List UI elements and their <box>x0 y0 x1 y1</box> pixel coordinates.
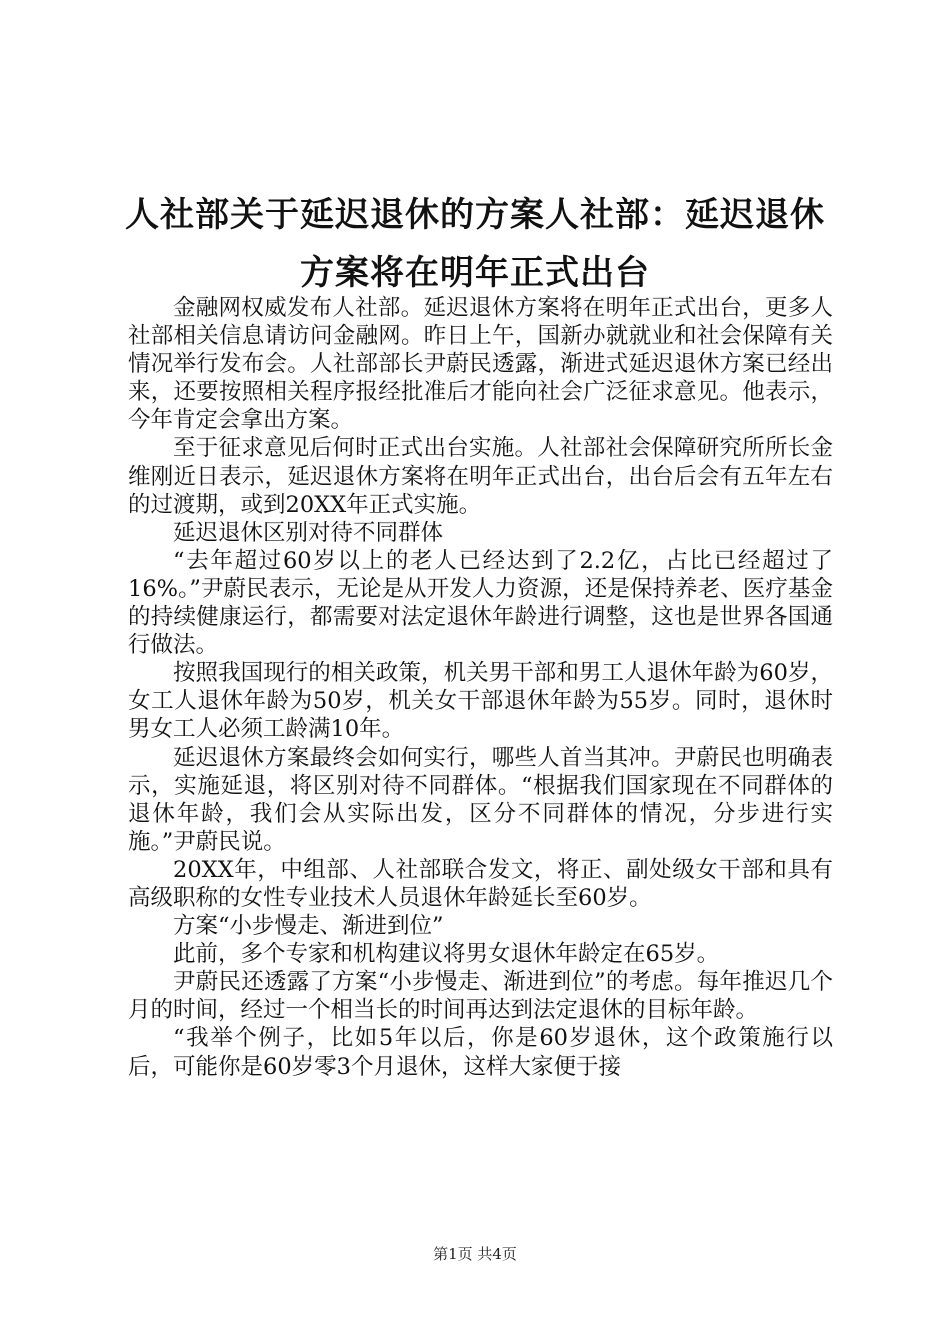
paragraph: “我举个例子，比如5年以后，你是60岁退休，这个政策施行以后，可能你是60岁零3个月退休，这样大家便于接 <box>128 1025 833 1080</box>
page-number-footer: 第1页 共4页 <box>433 1245 517 1263</box>
paragraph: 至于征求意见后何时正式出台实施。人社部社会保障研究所所长金维刚近日表示，延迟退休方案将在明年正式出台，出台后会有五年左右的过渡期，或到20XX年正式实施。 <box>128 435 833 518</box>
section-heading: 延迟退休区别对待不同群体 <box>173 519 444 546</box>
section-heading: 方案“小步慢走、渐进到位” <box>173 913 444 940</box>
paragraph: 此前，多个专家和机构建议将男女退休年龄定在65岁。 <box>173 941 720 968</box>
paragraph: 20XX年，中组部、人社部联合发文，将正、副处级女干部和具有高级职称的女性专业技术人员退休年龄延长至60岁。 <box>128 856 833 911</box>
paragraph: “去年超过60岁以上的老人已经达到了2.2亿，占比已经超过了16%。”尹蔚民表示，无论是从开发人力资源，还是保持养老、医疗基金的持续健康运行，都需要对法定退休年龄进行调整，这也是世界各国通行做法。 <box>128 547 833 659</box>
document-title: 人社部关于延迟退休的方案人社部：延迟退休方案将在明年正式出台 <box>125 195 825 293</box>
paragraph: 尹蔚民还透露了方案“小步慢走、渐进到位”的考虑。每年推迟几个月的时间，经过一个相当长的时间再达到法定退休的目标年龄。 <box>128 969 833 1024</box>
paragraph: 按照我国现行的相关政策，机关男干部和男工人退休年龄为60岁，女工人退休年龄为50岁，机关女干部退休年龄为55岁。同时，退休时男女工人必须工龄满10年。 <box>128 660 833 743</box>
paragraph: 金融网权威发布人社部。延迟退休方案将在明年正式出台，更多人社部相关信息请访问金融网。昨日上午，国新办就就业和社会保障有关情况举行发布会。人社部部长尹蔚民透露，渐进式延迟退休方案已经出来，还要按照相关程序报经批准后才能向社会广泛征求意见。他表示，今年肯定会拿出方案。 <box>128 295 833 434</box>
paragraph: 延迟退休方案最终会如何实行，哪些人首当其冲。尹蔚民也明确表示，实施延退，将区别对待不同群体。“根据我们国家现在不同群体的退休年龄，我们会从实际出发，区分不同群体的情况，分步进行实施。”尹蔚民说。 <box>128 744 833 855</box>
article-body <box>128 294 833 1081</box>
